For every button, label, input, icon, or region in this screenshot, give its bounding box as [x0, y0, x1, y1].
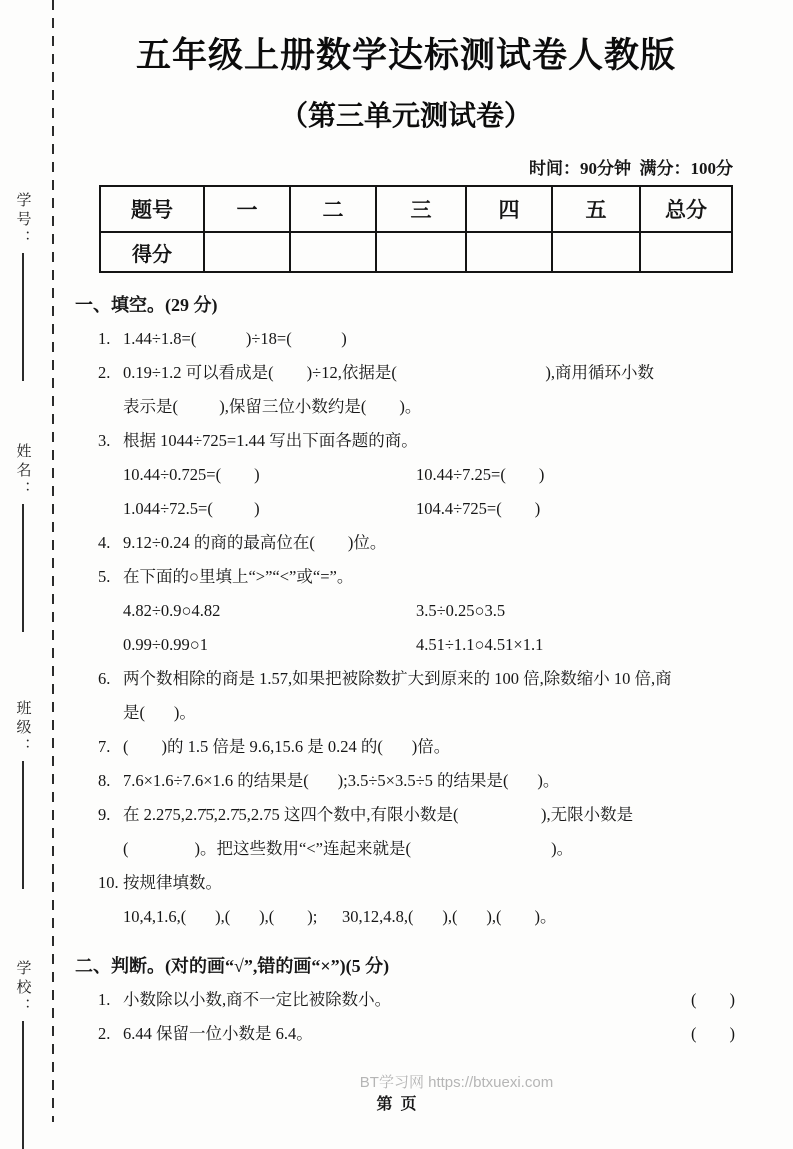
question-1-number: 1. — [98, 329, 111, 348]
page-title: 五年级上册数学达标测试卷人教版 — [135, 36, 676, 75]
question-5 — [75, 560, 737, 662]
judgment-1-text: 小数除以小数,商不一定比被除数小。 — [123, 990, 392, 1009]
question-5-number: 5. — [98, 567, 111, 586]
question-6-text-line2: 是( )。 — [123, 703, 196, 722]
score-header-5: 五 — [552, 186, 640, 232]
section1-heading: 一、填空。(29 分) — [75, 295, 218, 315]
question-2-text-line2: 表示是( ),保留三位小数约是( )。 — [123, 397, 422, 416]
question-3-equations-row2 — [123, 492, 737, 526]
score-header-total: 总分 — [640, 186, 732, 232]
question-2 — [75, 356, 737, 424]
name-blank-line — [22, 504, 24, 632]
score-row-label: 得分 — [100, 232, 204, 272]
question-3-eq4: 104.4÷725=( ) — [416, 499, 541, 518]
question-5-cmp2: 3.5÷0.25○3.5 — [416, 601, 506, 620]
question-3-eq3: 1.044÷72.5=( ) — [123, 499, 260, 518]
score-table — [99, 185, 733, 273]
question-7 — [75, 730, 737, 764]
page-subtitle: （第三单元测试卷） — [279, 100, 532, 131]
school-label: 学校： — [14, 960, 31, 1017]
judgment-1-answer-blank: ( ) — [691, 990, 735, 1009]
question-6-text-line1: 两个数相除的商是 1.57,如果把被除数扩大到原来的 100 倍,除数缩小 10 倍,商 — [123, 669, 672, 688]
question-8-number: 8. — [98, 771, 111, 790]
question-9-text-line1: 在 2.275,2.7̇5̇,2.7̇5,2.75 这四个数中,有限小数是( ),无限小数是 — [123, 805, 634, 824]
judgment-2-text: 6.44 保留一位小数是 6.4。 — [123, 1024, 313, 1043]
question-4-text: 9.12÷0.24 的商的最高位在( )位。 — [123, 533, 387, 552]
score-cell — [204, 232, 290, 272]
question-5-text: 在下面的○里填上“>”“<”或“=”。 — [123, 567, 354, 586]
question-10 — [75, 866, 737, 934]
question-5-cmp3: 0.99÷0.99○1 — [123, 635, 209, 654]
student-id-label: 学号： — [14, 192, 31, 249]
question-2-text-line1: 0.19÷1.2 可以看成是( )÷12,依据是( ),商用循环小数 — [123, 363, 654, 382]
exam-meta: 时间：90分钟 满分：100分 — [529, 159, 733, 178]
class-label: 班级： — [14, 700, 31, 757]
question-7-text: ( )的 1.5 倍是 9.6,15.6 是 0.24 的( )倍。 — [123, 737, 451, 756]
field-school — [8, 960, 38, 1149]
score-header-2: 二 — [290, 186, 376, 232]
question-10-number: 10. — [98, 873, 119, 892]
judgment-2-row — [123, 1017, 737, 1051]
watermark-text: BT学习网 https://btxuexi.com — [359, 1074, 554, 1091]
question-8 — [75, 764, 737, 798]
score-header-question: 题号 — [100, 186, 204, 232]
score-cell — [640, 232, 732, 272]
question-5-cmp4: 4.51÷1.1○4.51×1.1 — [416, 635, 544, 654]
question-9-text-line2: ( )。把这些数用“<”连起来就是( )。 — [123, 839, 574, 858]
name-label: 姓名： — [14, 443, 31, 500]
question-10-text: 按规律填数。 — [123, 873, 222, 892]
question-9 — [75, 798, 737, 866]
school-blank-line — [22, 1021, 24, 1149]
question-3-eq2: 10.44÷7.25=( ) — [416, 465, 545, 484]
question-3 — [75, 424, 737, 526]
score-header-3: 三 — [376, 186, 466, 232]
binding-dashed-line — [52, 0, 54, 1122]
question-8-text: 7.6×1.6÷7.6×1.6 的结果是( );3.5÷5×3.5÷5 的结果是( )。 — [123, 771, 560, 790]
score-cell — [290, 232, 376, 272]
question-5-cmp1: 4.82÷0.9○4.82 — [123, 601, 221, 620]
judgment-2-number: 2. — [98, 1024, 111, 1043]
class-blank-line — [22, 761, 24, 889]
question-6 — [75, 662, 737, 730]
question-2-number: 2. — [98, 363, 111, 382]
judgment-1 — [75, 983, 737, 1017]
judgment-1-number: 1. — [98, 990, 111, 1009]
question-3-equations-row1 — [123, 458, 737, 492]
question-5-compare-row1 — [123, 594, 737, 628]
field-class — [8, 700, 38, 889]
question-5-compare-row2 — [123, 628, 737, 662]
question-10-sequences: 10,4,1.6,( ),( ),( ); 30,12,4.8,( ),( ),( )。 — [123, 907, 557, 926]
question-3-eq1: 10.44÷0.725=( ) — [123, 465, 260, 484]
question-4 — [75, 526, 737, 560]
student-id-blank-line — [22, 253, 24, 381]
question-6-number: 6. — [98, 669, 111, 688]
score-cell — [552, 232, 640, 272]
judgment-2 — [75, 1017, 737, 1051]
score-cell — [466, 232, 552, 272]
field-name — [8, 443, 38, 632]
score-header-4: 四 — [466, 186, 552, 232]
score-header-1: 一 — [204, 186, 290, 232]
score-cell — [376, 232, 466, 272]
question-7-number: 7. — [98, 737, 111, 756]
exam-paper — [75, 0, 737, 1051]
question-1 — [75, 322, 737, 356]
judgment-2-answer-blank: ( ) — [691, 1024, 735, 1043]
judgment-1-row — [123, 983, 737, 1017]
section2-heading: 二、判断。(对的画“√”,错的画“×”)(5 分) — [75, 956, 390, 976]
question-4-number: 4. — [98, 533, 111, 552]
question-1-text: 1.44÷1.8=( )÷18=( ) — [123, 329, 347, 348]
question-3-text: 根据 1044÷725=1.44 写出下面各题的商。 — [123, 431, 418, 450]
question-9-number: 9. — [98, 805, 111, 824]
field-student-id — [8, 192, 38, 381]
page-number: 第 页 — [376, 1096, 417, 1113]
question-3-number: 3. — [98, 431, 111, 450]
